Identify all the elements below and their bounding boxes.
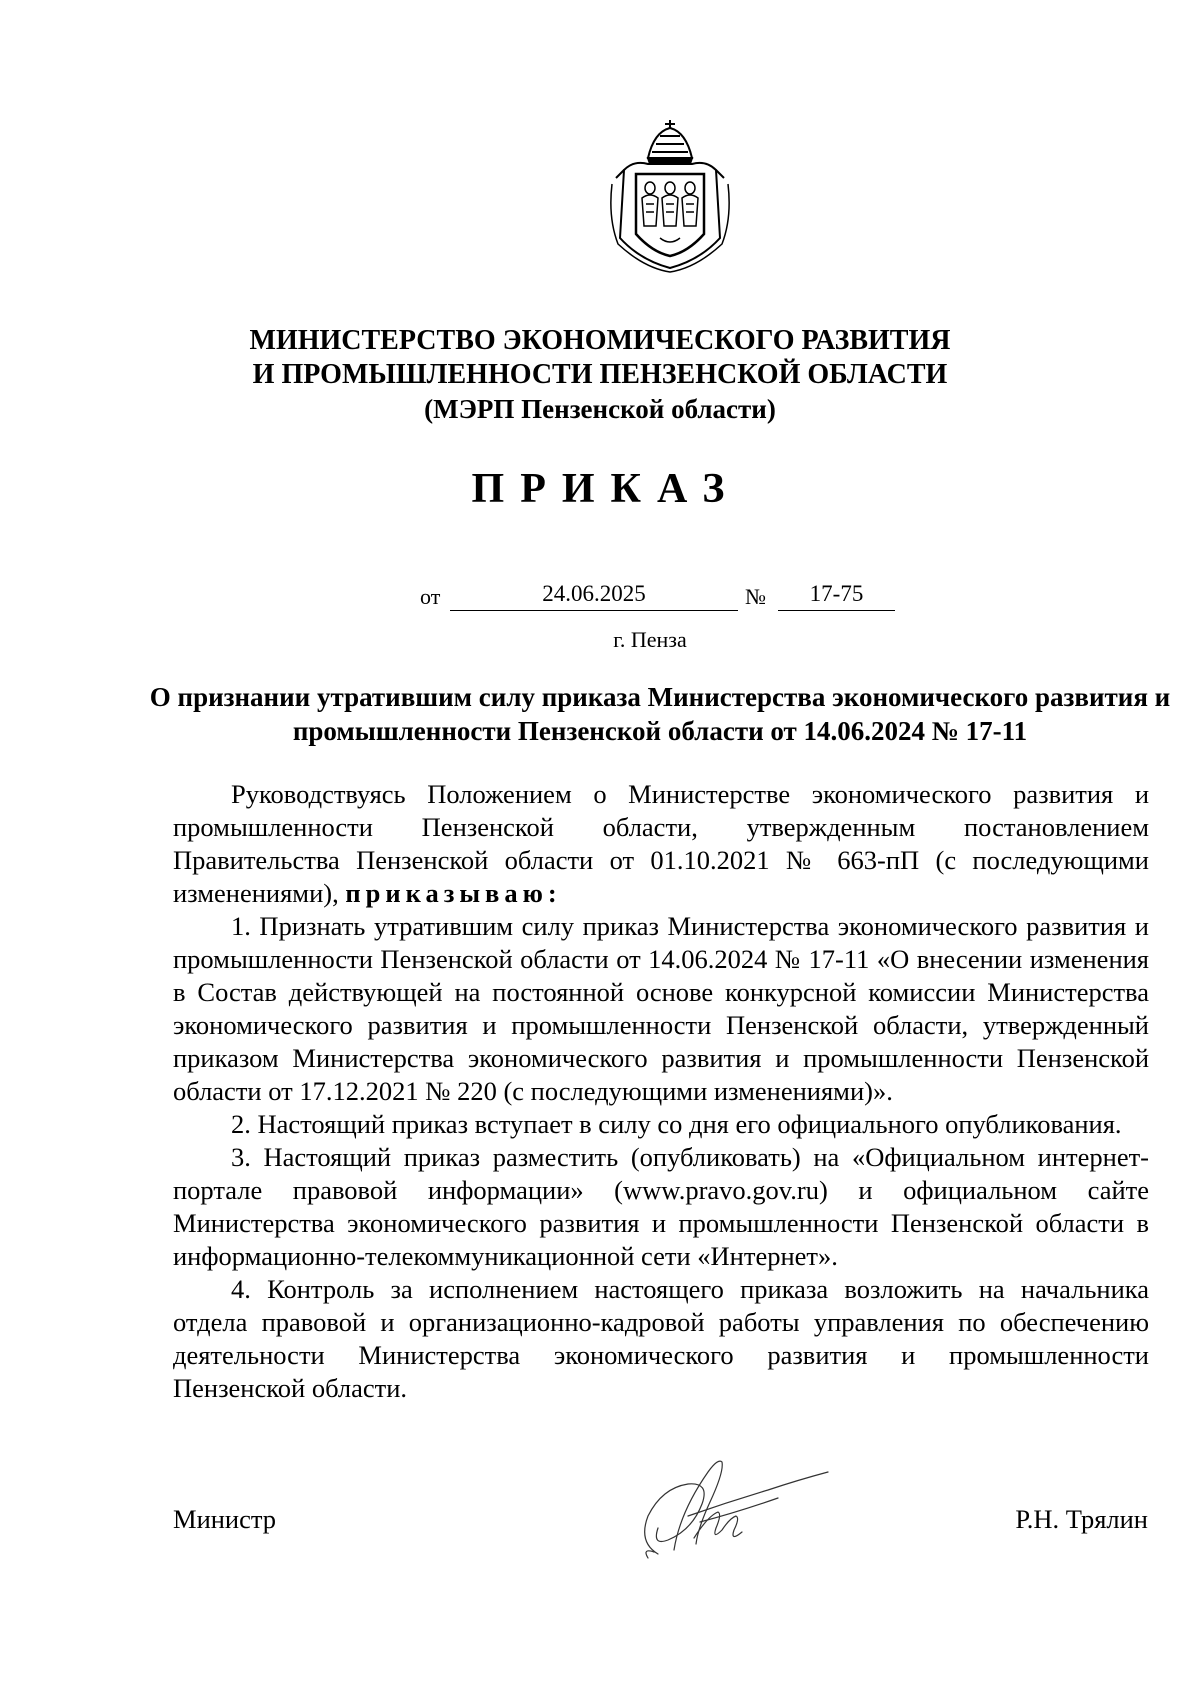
item-3: 3. Настоящий приказ разместить (опубликовать) на «Официальном интернет-портале правовой информации» (www.pravo.gov.ru) и официальном сайте Министерства экономического развития и промышленности Пензенской области в информационно-телекоммуникационной сети «Интернет». bbox=[173, 1142, 1149, 1271]
order-number: 17-75 bbox=[778, 581, 895, 611]
item-1: 1. Признать утратившим силу приказ Министерства экономического развития и промышленности Пензенской области от 14.06.2024 № 17-11 «О внесении изменения в Состав действующей на постоянной основе конкурсной комиссии Министерства экономического развития и промышленности Пензенской области, утвержденный приказом Министерства экономического развития и промышленности Пензенской области от 17.12.2021 № 220 (с последующими изменениями)». bbox=[173, 911, 1149, 1106]
date-label: от bbox=[420, 584, 441, 609]
city: г. Пенза bbox=[613, 627, 687, 652]
penza-coat-of-arms-icon bbox=[604, 118, 736, 274]
item-2: 2. Настоящий приказ вступает в силу со дня его официального опубликования. bbox=[231, 1109, 1122, 1139]
handwritten-signature-icon bbox=[618, 1432, 840, 1568]
org-short-name: (МЭРП Пензенской области) bbox=[424, 394, 776, 424]
number-label: № bbox=[745, 584, 766, 609]
document-type-title: ПРИКАЗ bbox=[471, 466, 741, 512]
org-name-line1: МИНИСТЕРСТВО ЭКОНОМИЧЕСКОГО РАЗВИТИЯ bbox=[249, 325, 951, 356]
signatory-role: Министр bbox=[173, 1504, 277, 1534]
org-name-line2: И ПРОМЫШЛЕННОСТИ ПЕНЗЕНСКОЙ ОБЛАСТИ bbox=[252, 359, 948, 390]
signatory-name: Р.Н. Трялин bbox=[1015, 1504, 1148, 1534]
order-body bbox=[173, 778, 1149, 1405]
body-intro bbox=[173, 778, 1149, 910]
order-date: 24.06.2025 bbox=[450, 581, 738, 611]
item-4: 4. Контроль за исполнением настоящего приказа возложить на начальника отдела правовой и организационно-кадровой работы управления по обеспечению деятельности Министерства экономического развития и промышленности Пензенской области. bbox=[173, 1274, 1149, 1403]
intro-text: Руководствуясь Положением о Министерстве экономического развития и промышленности Пензенской области, утвержденным постановлением Правительства Пензенской области от 01.10.2021 № 663-пП (с последующими изменениями), bbox=[173, 779, 1149, 908]
intro-emphasis: приказываю: bbox=[345, 878, 562, 908]
order-heading: О признании утратившим силу приказа Министерства экономического развития и промышленности Пензенской области от 14.06.2024 № 17-11 bbox=[149, 682, 1171, 746]
